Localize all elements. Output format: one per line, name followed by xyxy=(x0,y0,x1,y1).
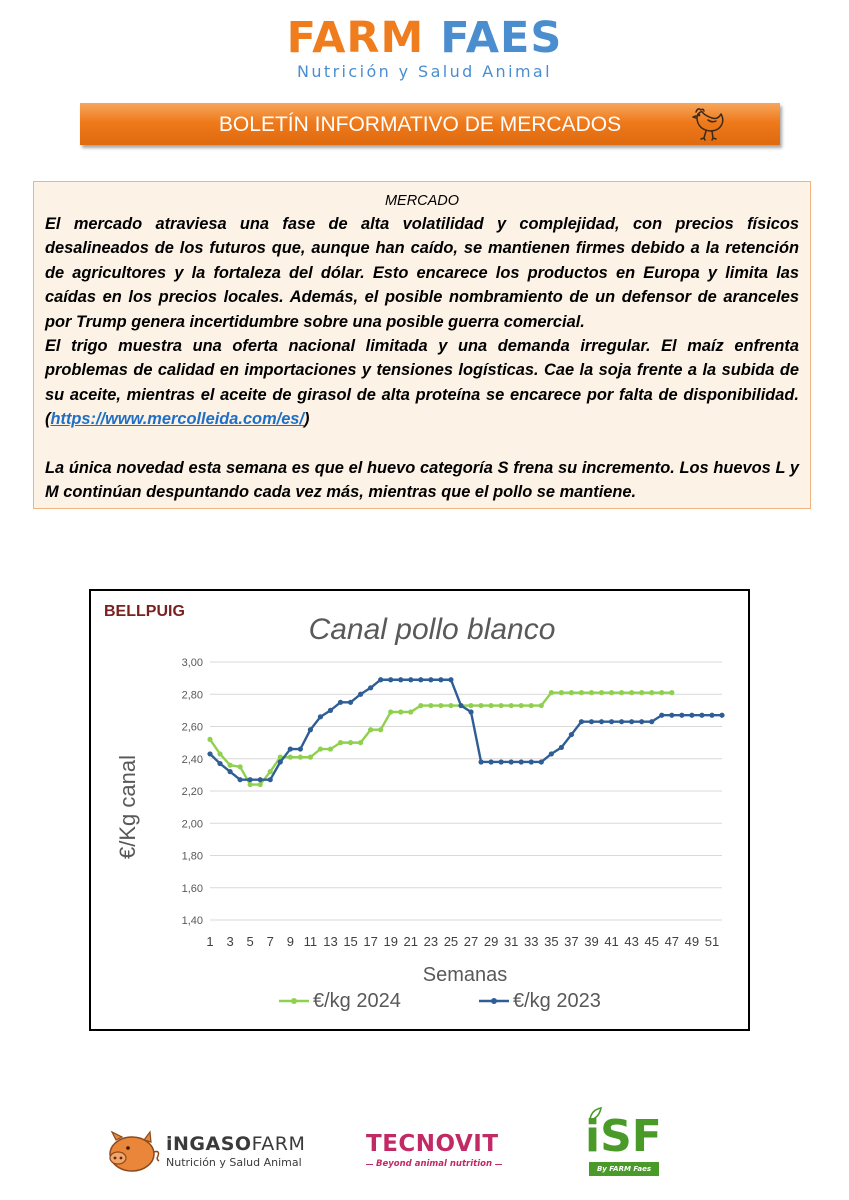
data-point xyxy=(519,703,524,708)
x-tick-label: 27 xyxy=(463,934,479,949)
bulletin-banner xyxy=(80,103,780,145)
isf-subtitle: By FARM Faes xyxy=(589,1162,659,1176)
x-tick-label: 47 xyxy=(664,934,680,949)
market-paragraph-2-close: ) xyxy=(303,410,310,429)
data-point xyxy=(248,777,253,782)
data-point xyxy=(599,690,604,695)
data-point xyxy=(438,703,443,708)
x-tick-label: 21 xyxy=(403,934,419,949)
data-point xyxy=(659,690,664,695)
data-point xyxy=(328,746,333,751)
x-tick-label: 7 xyxy=(266,934,274,949)
line-chart xyxy=(91,591,748,1029)
data-point xyxy=(348,740,353,745)
x-tick-label: 29 xyxy=(483,934,499,949)
tecnovit-title: TECNOVIT xyxy=(366,1131,499,1157)
chart-x-axis-label: Semanas xyxy=(422,964,508,986)
legend-label: €/kg 2024 xyxy=(313,990,401,1012)
x-tick-label: 17 xyxy=(363,934,378,949)
data-point xyxy=(338,700,343,705)
y-tick-label: 2,40 xyxy=(181,753,203,766)
x-tick-label: 1 xyxy=(206,934,214,949)
y-tick-label: 2,60 xyxy=(181,721,203,734)
data-point xyxy=(318,714,323,719)
data-point xyxy=(418,703,423,708)
data-point xyxy=(488,703,493,708)
data-point xyxy=(217,751,222,756)
data-point xyxy=(669,690,674,695)
data-point xyxy=(238,777,243,782)
market-paragraph-2-text: El trigo muestra una oferta nacional limitada y una demanda irregular. El maíz enfrenta problemas de calidad en importaciones y tensiones logísticas. Cae la soja frente a la subida de su aceite, mientras el aceite de girasol de alta proteína se encarece por falta de disponibilidad. ( xyxy=(45,337,799,429)
x-tick-label: 3 xyxy=(226,934,234,949)
y-tick-label: 1,60 xyxy=(181,882,203,895)
data-point xyxy=(278,759,283,764)
data-point xyxy=(227,763,232,768)
isf-logo xyxy=(585,1106,663,1178)
hen-icon xyxy=(690,104,728,144)
data-point xyxy=(207,737,212,742)
data-point xyxy=(398,709,403,714)
data-point xyxy=(478,759,483,764)
data-point xyxy=(227,769,232,774)
data-point xyxy=(268,769,273,774)
data-point xyxy=(328,708,333,713)
market-paragraph-1: El mercado atraviesa una fase de alta volatilidad y complejidad, con precios físicos desalineados de los futuros que, aunque han caído, se mantienen firmes debido a la retención de agricultores y la fortaleza del dólar. Esto encarece los productos en Europa y limita las caídas en los precios locales. Además, el posible nombramiento de un defensor de aranceles por Trump genera incertidumbre sobre una posible guerra comercial. xyxy=(45,215,799,331)
data-point xyxy=(669,713,674,718)
data-point xyxy=(579,690,584,695)
data-point xyxy=(398,677,403,682)
x-tick-label: 51 xyxy=(704,934,720,949)
data-point xyxy=(378,677,383,682)
data-point xyxy=(679,713,684,718)
data-point xyxy=(478,703,483,708)
chart-title: Canal pollo blanco xyxy=(308,613,556,646)
data-point xyxy=(499,703,504,708)
data-point xyxy=(619,690,624,695)
x-tick-label: 23 xyxy=(423,934,439,949)
data-point xyxy=(448,677,453,682)
data-point xyxy=(539,759,544,764)
x-tick-label: 45 xyxy=(644,934,659,949)
data-point xyxy=(448,703,453,708)
data-point xyxy=(468,709,473,714)
market-heading: MERCADO xyxy=(384,193,460,209)
data-point xyxy=(589,719,594,724)
data-point xyxy=(649,690,654,695)
legend-swatch-marker xyxy=(291,998,297,1004)
data-point xyxy=(509,703,514,708)
x-tick-label: 37 xyxy=(564,934,579,949)
data-point xyxy=(207,751,212,756)
data-point xyxy=(559,690,564,695)
market-textbox xyxy=(33,181,811,509)
data-point xyxy=(549,690,554,695)
x-tick-label: 39 xyxy=(584,934,599,949)
logo-word-farm: FARM xyxy=(286,13,425,63)
data-point xyxy=(298,755,303,760)
legend-swatch-marker xyxy=(491,998,497,1004)
data-point xyxy=(258,777,263,782)
farm-word: FARM xyxy=(251,1133,306,1155)
data-point xyxy=(288,755,293,760)
data-point xyxy=(539,703,544,708)
data-point xyxy=(649,719,654,724)
data-point xyxy=(609,690,614,695)
data-point xyxy=(629,690,634,695)
data-point xyxy=(619,719,624,724)
data-point xyxy=(358,740,363,745)
data-point xyxy=(418,677,423,682)
data-point xyxy=(689,713,694,718)
y-tick-label: 3,00 xyxy=(181,657,203,669)
isf-title: iSF xyxy=(585,1111,662,1162)
chart-y-axis-label: €/Kg canal xyxy=(115,755,140,859)
data-point xyxy=(569,690,574,695)
x-tick-label: 19 xyxy=(383,934,398,949)
data-point xyxy=(308,727,313,732)
data-point xyxy=(639,690,644,695)
data-point xyxy=(408,709,413,714)
pig-icon xyxy=(104,1130,162,1174)
tecnovit-subtitle: Beyond animal nutrition xyxy=(375,1159,493,1169)
data-point xyxy=(458,703,463,708)
data-point xyxy=(589,690,594,695)
data-point xyxy=(529,759,534,764)
data-point xyxy=(428,703,433,708)
data-point xyxy=(659,713,664,718)
data-point xyxy=(288,746,293,751)
data-point xyxy=(318,746,323,751)
data-point xyxy=(388,677,393,682)
data-point xyxy=(549,751,554,756)
y-tick-label: 2,20 xyxy=(181,786,203,798)
y-tick-label: 1,40 xyxy=(181,915,203,927)
tagline-rule-right xyxy=(495,1164,502,1165)
data-point xyxy=(438,677,443,682)
data-point xyxy=(348,700,353,705)
mercolleida-link[interactable]: https://www.mercolleida.com/es/ xyxy=(50,410,304,429)
data-point xyxy=(378,727,383,732)
x-tick-label: 35 xyxy=(544,934,559,949)
x-tick-label: 15 xyxy=(343,934,358,949)
data-point xyxy=(258,782,263,787)
data-point xyxy=(408,677,413,682)
data-point xyxy=(579,719,584,724)
data-point xyxy=(629,719,634,724)
data-point xyxy=(368,727,373,732)
data-point xyxy=(238,764,243,769)
banner-title: BOLETÍN INFORMATIVO DE MERCADOS xyxy=(218,113,622,136)
x-tick-label: 41 xyxy=(604,934,619,949)
logo-subtitle: Nutrición y Salud Animal xyxy=(297,62,552,81)
y-tick-label: 2,80 xyxy=(181,689,203,702)
legend-label: €/kg 2023 xyxy=(513,990,601,1012)
x-tick-label: 9 xyxy=(286,934,294,949)
x-tick-label: 5 xyxy=(246,934,254,949)
data-point xyxy=(559,745,564,750)
data-point xyxy=(468,703,473,708)
data-point xyxy=(248,782,253,787)
x-tick-label: 13 xyxy=(323,934,338,949)
data-point xyxy=(388,709,393,714)
data-point xyxy=(529,703,534,708)
data-point xyxy=(709,713,714,718)
data-point xyxy=(308,755,313,760)
data-point xyxy=(599,719,604,724)
data-point xyxy=(338,740,343,745)
data-point xyxy=(499,759,504,764)
x-tick-label: 31 xyxy=(503,934,519,949)
tecnovit-tagline-row xyxy=(366,1159,502,1169)
data-point xyxy=(217,761,222,766)
farm-faes-logo xyxy=(0,12,849,81)
data-point xyxy=(368,685,373,690)
chart-frame xyxy=(89,589,750,1031)
data-point xyxy=(639,719,644,724)
data-point xyxy=(569,732,574,737)
data-point xyxy=(699,713,704,718)
data-point xyxy=(719,713,724,718)
logo-title xyxy=(0,12,849,64)
y-tick-label: 1,80 xyxy=(181,850,203,863)
logo-word-faes: FAES xyxy=(440,13,563,63)
data-point xyxy=(268,777,273,782)
data-point xyxy=(509,759,514,764)
chart-corner-label: BELLPUIG xyxy=(104,603,185,620)
x-tick-label: 33 xyxy=(524,934,539,949)
y-tick-label: 2,00 xyxy=(181,818,203,831)
ingaso-farm-logo xyxy=(104,1130,314,1174)
tagline-rule-left xyxy=(366,1164,373,1165)
ingaso-word: iNGASO xyxy=(166,1133,252,1155)
data-point xyxy=(488,759,493,764)
market-paragraph-2 xyxy=(45,334,799,432)
x-tick-label: 11 xyxy=(303,934,318,949)
x-tick-label: 49 xyxy=(684,934,700,949)
x-tick-label: 25 xyxy=(443,934,459,949)
data-point xyxy=(358,692,363,697)
data-point xyxy=(298,746,303,751)
data-point xyxy=(428,677,433,682)
market-paragraph-3: La única novedad esta semana es que el huevo categoría S frena su incremento. Los huevos L y M continúan despuntando cada vez más, mientras que el pollo se mantiene. xyxy=(45,458,799,502)
data-point xyxy=(519,759,524,764)
x-tick-label: 43 xyxy=(624,934,639,949)
data-point xyxy=(609,719,614,724)
tecnovit-logo xyxy=(366,1130,502,1174)
ingaso-subtitle: Nutrición y Salud Animal xyxy=(166,1156,302,1169)
